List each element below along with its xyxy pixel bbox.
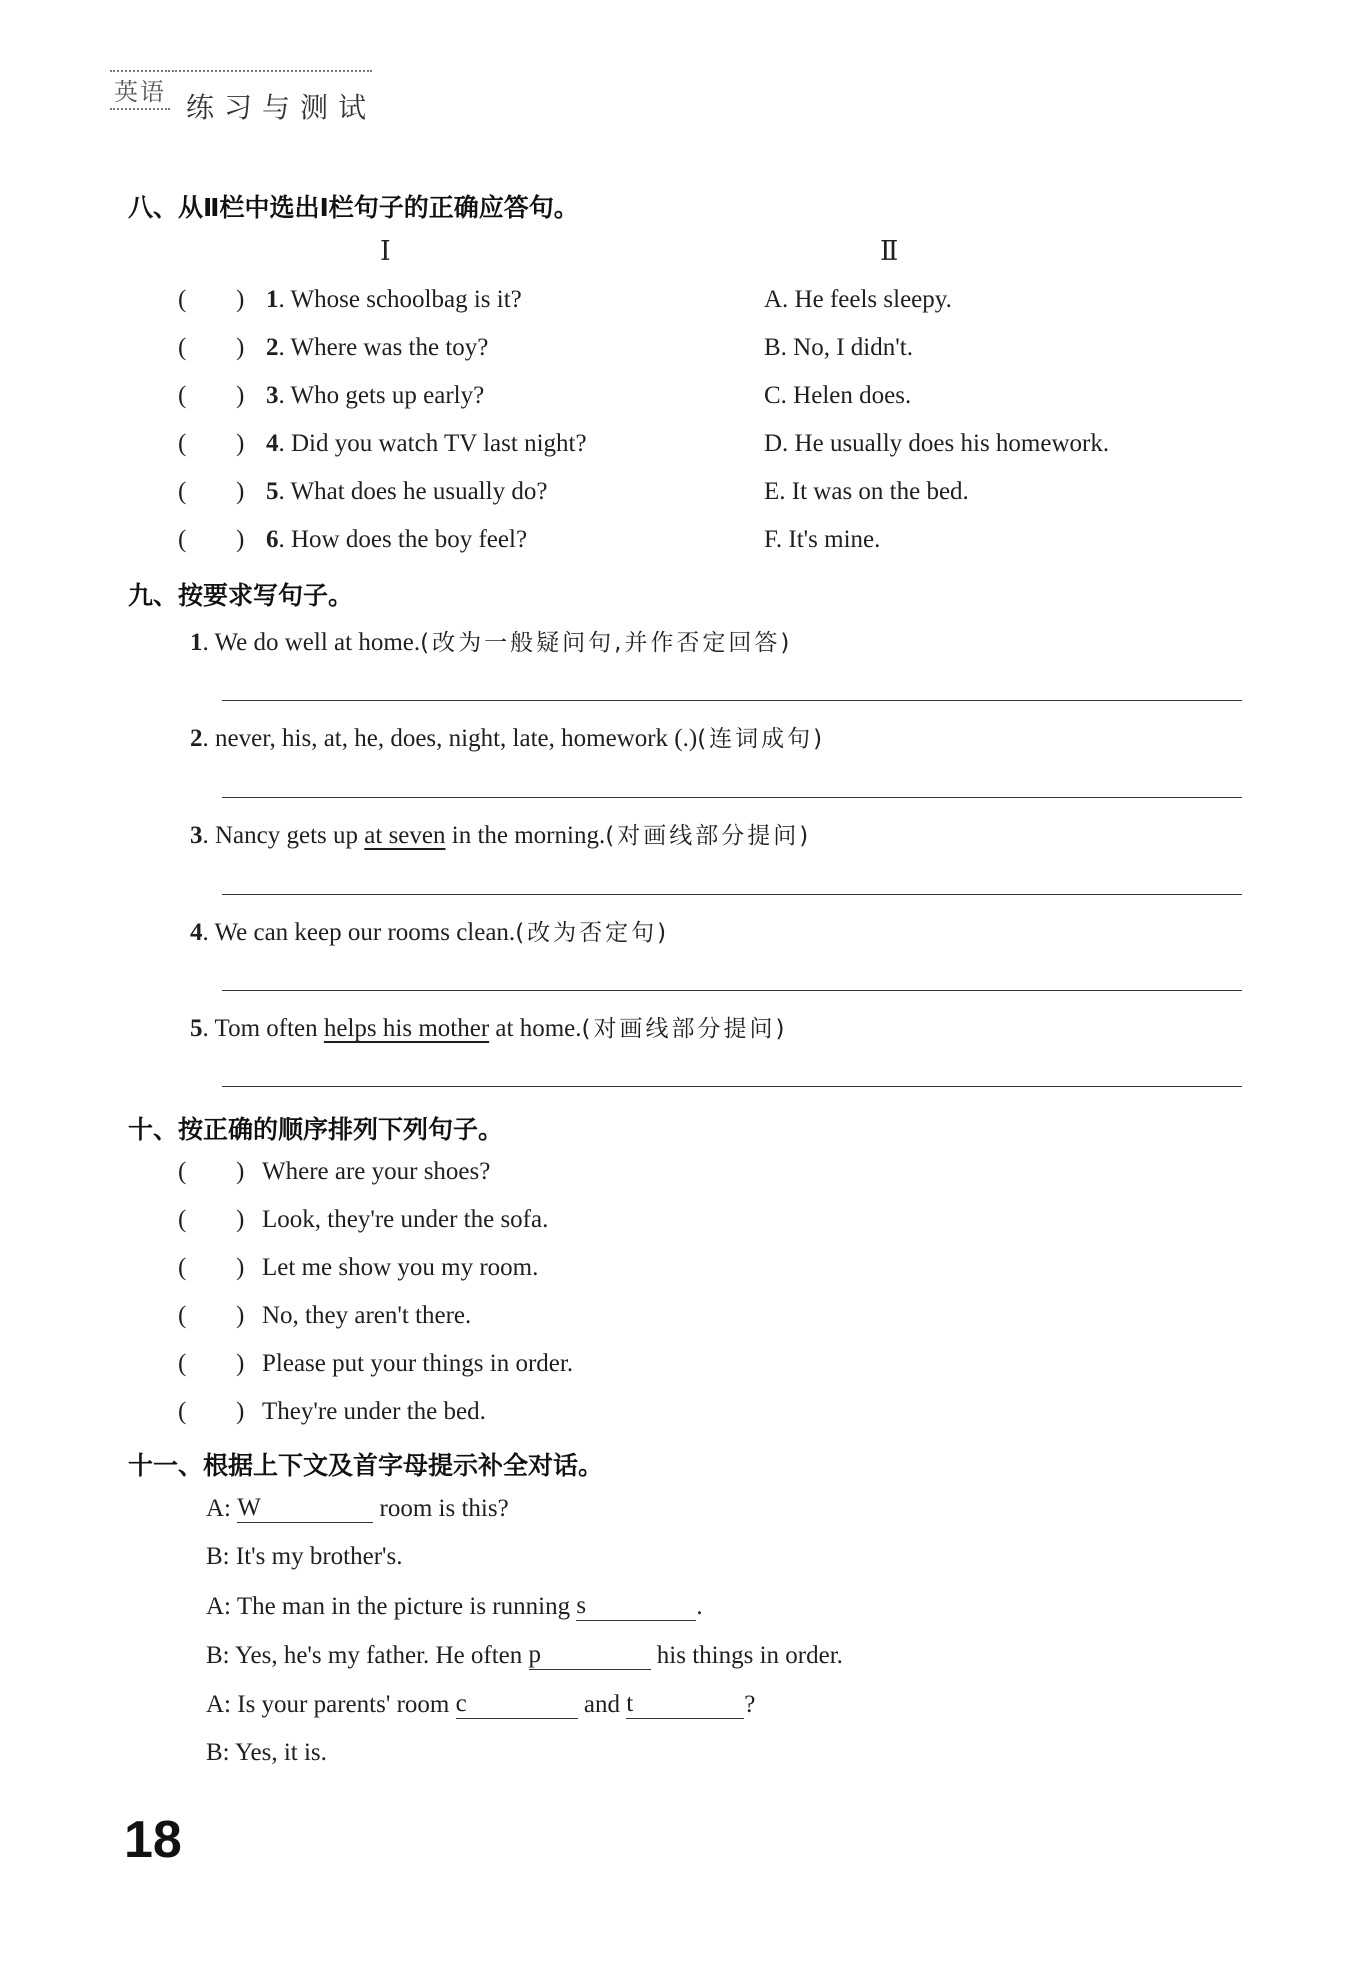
order-bracket-close[interactable]: ) <box>236 1158 245 1185</box>
rewrite-prompt: 1. We do well at home.(改为一般疑问句,并作否定回答) <box>190 629 793 656</box>
header-subject: 英语 <box>114 78 166 106</box>
answer-bracket-open: ( <box>178 334 187 361</box>
answer-bracket-open: ( <box>178 382 187 409</box>
order-sentence: They're under the bed. <box>262 1398 486 1425</box>
speaker-label: B: <box>206 1739 230 1766</box>
rewrite-prompt: 2. never, his, at, he, does, night, late, homework (.)(连词成句) <box>190 725 826 752</box>
order-bracket-open: ( <box>178 1398 187 1425</box>
page-number: 18 <box>124 1811 182 1869</box>
answer-bracket-open: ( <box>178 286 187 313</box>
rewrite-prompt: 3. Nancy gets up at seven in the morning.(对画线部分提问) <box>190 822 812 849</box>
order-bracket-close[interactable]: ) <box>236 1398 245 1425</box>
section11-heading: 十一、根据上下文及首字母提示补全对话。 <box>128 1451 604 1480</box>
answer-bracket-close[interactable]: ) <box>236 430 245 457</box>
answer-bracket-open: ( <box>178 430 187 457</box>
order-bracket-open: ( <box>178 1206 187 1233</box>
question-text: 5. What does he usually do? <box>266 478 548 505</box>
dialogue-line: A: W room is this? <box>206 1494 509 1522</box>
answer-bracket-close[interactable]: ) <box>236 382 245 409</box>
answer-bracket-close[interactable]: ) <box>236 526 245 553</box>
question-text: 2. Where was the toy? <box>266 334 489 361</box>
speaker-label: B: <box>206 1543 230 1570</box>
order-bracket-close[interactable]: ) <box>236 1254 245 1281</box>
dialogue-line: A: The man in the picture is running s . <box>206 1592 703 1620</box>
order-sentence: No, they aren't there. <box>262 1302 472 1329</box>
fill-blank[interactable]: c <box>456 1690 578 1719</box>
header-title: 练习与测试 <box>186 91 377 124</box>
answer-bracket-close[interactable]: ) <box>236 334 245 361</box>
answer-option: C. Helen does. <box>764 382 912 409</box>
rewrite-prompt: 4. We can keep our rooms clean.(改为否定句) <box>190 919 670 946</box>
speaker-label: A: <box>206 1495 231 1522</box>
fill-blank[interactable]: t <box>626 1690 744 1719</box>
order-sentence: Look, they're under the sofa. <box>262 1206 549 1233</box>
order-bracket-open: ( <box>178 1350 187 1377</box>
underlined-phrase: helps his mother <box>323 1015 490 1042</box>
fill-blank[interactable]: W <box>237 1494 373 1523</box>
answer-bracket-close[interactable]: ) <box>236 478 245 505</box>
order-bracket-open: ( <box>178 1302 187 1329</box>
order-bracket-close[interactable]: ) <box>236 1302 245 1329</box>
answer-writing-line[interactable] <box>222 700 1242 701</box>
answer-bracket-open: ( <box>178 526 187 553</box>
speaker-label: A: <box>206 1593 231 1620</box>
fill-blank[interactable]: s <box>576 1592 696 1621</box>
answer-option: E. It was on the bed. <box>764 478 969 505</box>
answer-option: A. He feels sleepy. <box>764 286 952 313</box>
answer-option: F. It's mine. <box>764 526 881 553</box>
dialogue-line: B: It's my brother's. <box>206 1543 403 1570</box>
section8-col2-label: Ⅱ <box>880 236 899 266</box>
order-bracket-close[interactable]: ) <box>236 1350 245 1377</box>
answer-option: D. He usually does his homework. <box>764 430 1110 457</box>
question-text: 1. Whose schoolbag is it? <box>266 286 522 313</box>
section8-col1-label: Ⅰ <box>380 236 391 266</box>
fill-blank[interactable]: p <box>529 1641 651 1670</box>
order-sentence: Please put your things in order. <box>262 1350 574 1377</box>
section10-heading: 十、按正确的顺序排列下列句子。 <box>128 1115 504 1144</box>
dialogue-line: B: Yes, it is. <box>206 1739 327 1766</box>
dialogue-line: B: Yes, he's my father. He often p his things in order. <box>206 1641 843 1669</box>
order-bracket-open: ( <box>178 1254 187 1281</box>
answer-writing-line[interactable] <box>222 894 1242 895</box>
section9-heading: 九、按要求写句子。 <box>128 581 354 610</box>
header-dotted-line <box>172 70 372 72</box>
order-sentence: Let me show you my room. <box>262 1254 539 1281</box>
question-text: 4. Did you watch TV last night? <box>266 430 587 457</box>
rewrite-prompt: 5. Tom often helps his mother at home.(对画线部分提问) <box>190 1015 788 1042</box>
order-bracket-open: ( <box>178 1158 187 1185</box>
answer-bracket-open: ( <box>178 478 187 505</box>
question-text: 3. Who gets up early? <box>266 382 485 409</box>
answer-option: B. No, I didn't. <box>764 334 913 361</box>
order-sentence: Where are your shoes? <box>262 1158 491 1185</box>
speaker-label: A: <box>206 1691 231 1718</box>
dialogue-line: A: Is your parents' room c and t ? <box>206 1690 756 1718</box>
answer-writing-line[interactable] <box>222 797 1242 798</box>
answer-writing-line[interactable] <box>222 1086 1242 1087</box>
speaker-label: B: <box>206 1642 230 1669</box>
answer-writing-line[interactable] <box>222 990 1242 991</box>
section8-heading: 八、从Ⅱ栏中选出Ⅰ栏句子的正确应答句。 <box>128 193 579 222</box>
underlined-phrase: at seven <box>364 822 446 849</box>
order-bracket-close[interactable]: ) <box>236 1206 245 1233</box>
answer-bracket-close[interactable]: ) <box>236 286 245 313</box>
question-text: 6. How does the boy feel? <box>266 526 528 553</box>
